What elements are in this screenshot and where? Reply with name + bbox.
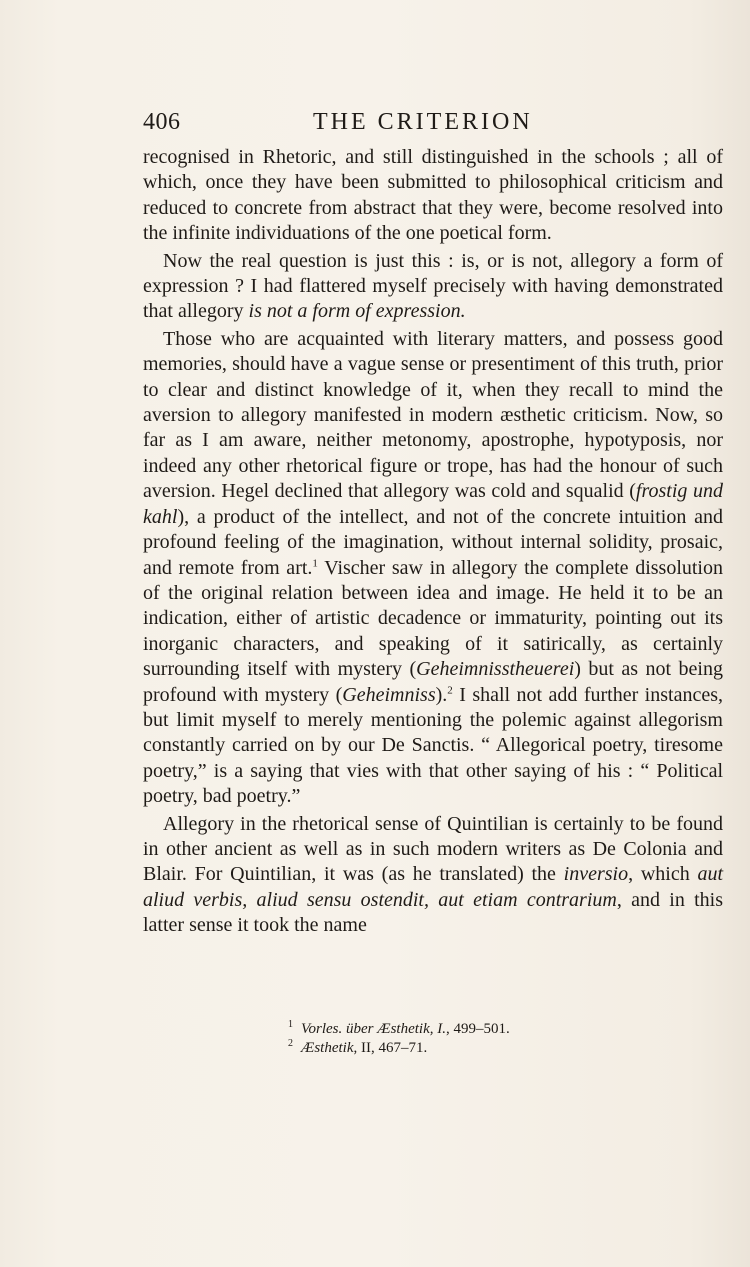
body-text (143, 145, 723, 939)
paragraph-3-italic-a: frostig und kahl (143, 480, 723, 528)
page-header (143, 106, 723, 138)
footnotes (288, 1020, 510, 1058)
paragraph-1-text: recognised in Rhetoric, and still distinguished in the schools ; all of which, once they have been submitted to philosophical criticism and reduced to concrete from abstract that they were, become resolved into the infinite individuations of the one poetical form. (143, 146, 723, 245)
footnote-1-source: Vorles. über Æsthetik, I. (301, 1021, 446, 1037)
footnote-ref-1: 1 (312, 556, 318, 569)
paragraph-4-text-b: , which (628, 863, 698, 886)
paragraph-4-text-a: Allegory in the rhetorical sense of Quintilian is certainly to be found in other ancient as well as in such modern writers as De Colonia and Blair. For Quintilian, it was (as he translated) the (143, 812, 723, 886)
footnote-ref-2: 2 (447, 683, 453, 696)
paragraph-3-text-c: Vischer saw in allegory the complete dissolution of the original relation between idea and image. He held it to be an indication, either of artistic decadence or immaturity, pointing out its inorganic characters, and speaking of it satirically, as certainly surrounding itself with mystery ( (143, 556, 723, 681)
paragraph-4-italic-a: inversio (563, 863, 629, 886)
paragraph-2 (143, 249, 723, 325)
paragraph-3-text-a: Those who are acquainted with literary matters, and possess good memories, should have a vague sense or presentiment of this truth, prior to clear and distinct knowledge of it, when they recall to mind the aversion to allegory manifested in modern æsthetic criticism. Now, so far as I am aware, neither metonomy, apostrophe, hypotyposis, nor indeed any other rhetorical figure or trope, has had the honour of such aversion. Hegel declined that allegory was cold and squalid ( (143, 327, 723, 503)
page-number: 406 (143, 109, 181, 135)
footnote-2-pages: , II, 467–71. (353, 1040, 428, 1056)
paragraph-3-text-d: ) but as not being profound with mystery ( (143, 658, 723, 706)
paragraph-2-italic: is not a form of expression. (248, 300, 466, 323)
footnote-2 (288, 1039, 510, 1058)
paragraph-3-italic-b: Geheimnisstheuerei (416, 658, 575, 681)
footnote-2-source: Æsthetik (301, 1040, 354, 1056)
paragraph-3-text-e: ). (435, 683, 448, 706)
paragraph-4 (143, 812, 723, 939)
paragraph-4-italic-b: aut aliud verbis, aliud sensu ostendit, aut etiam contrarium (143, 863, 723, 911)
footnote-2-mark: 2 (288, 1038, 293, 1049)
paragraph-1 (143, 145, 723, 247)
paragraph-2-text: Now the real question is just this : is, or is not, allegory a form of expression ? I had flattered myself precisely with having demonstrated that allegory (143, 249, 723, 323)
footnote-1-pages: , 499–501. (445, 1021, 510, 1037)
paragraph-3-text-b: ), a product of the intellect, and not of the concrete intuition and profound feeling of the imagination, without internal solidity, prosaic, and remote from art. (143, 505, 723, 579)
paragraph-3-text-f: I shall not add further instances, but limit myself to merely mentioning the polemic against allegorism constantly carried on by our De Sanctis. “ Allegorical poetry, tiresome poetry,” is a saying that vies with that other saying of his : “ Political poetry, bad poetry.” (143, 683, 723, 808)
footnote-1 (288, 1020, 510, 1039)
footnote-1-mark: 1 (288, 1019, 293, 1030)
paragraph-3 (143, 327, 723, 810)
running-title: THE CRITERION (313, 109, 533, 135)
paragraph-3-italic-c: Geheimniss (342, 683, 436, 706)
paragraph-4-text-c: , and in this latter sense it took the name (143, 888, 723, 937)
